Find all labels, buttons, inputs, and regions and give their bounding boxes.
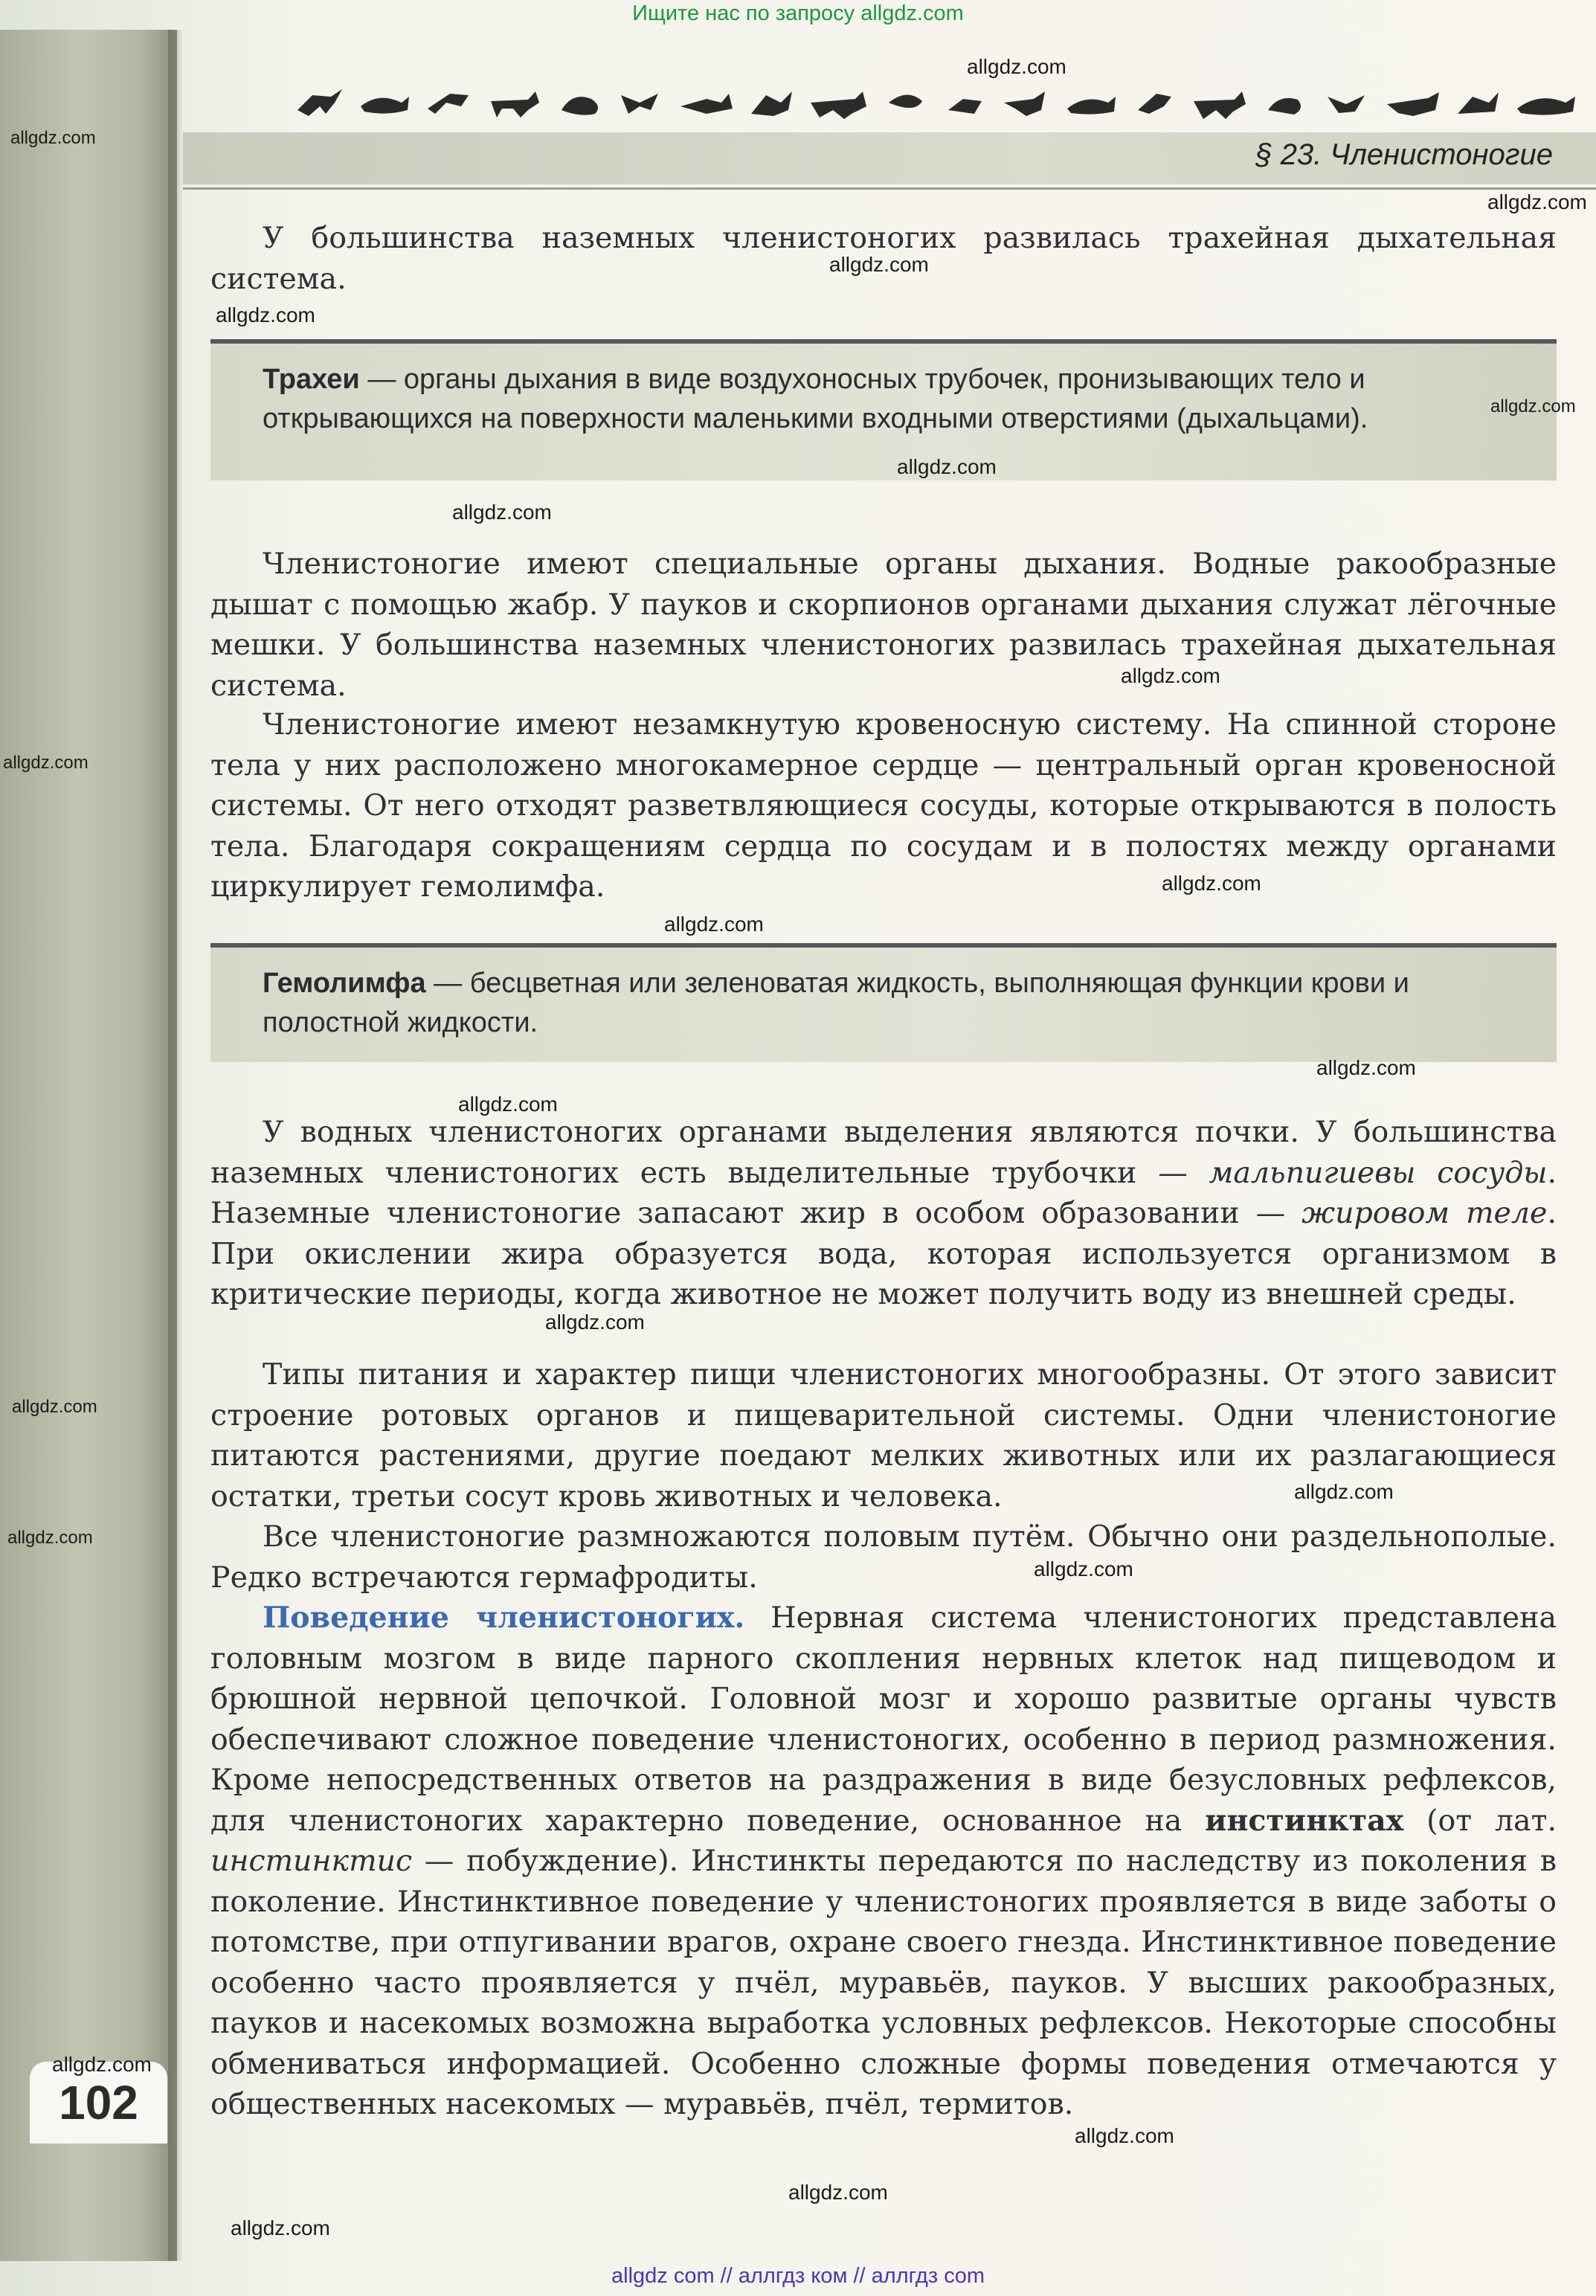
term-malpighian-tubules: мальпигиевы сосуды bbox=[1209, 1155, 1548, 1190]
animal-icon bbox=[491, 91, 539, 118]
watermark: allgdz.com bbox=[452, 501, 552, 524]
paragraph-reproduction: Все членистоногие размножаются половым путём. Обычно они раздельнополые. Редко встречаются гермафродиты. bbox=[210, 1520, 1557, 1595]
animal-icon bbox=[361, 97, 409, 114]
definition-text: — органы дыхания в виде воздухоносных трубочек, пронизывающих тело и открывающихся на поверхности маленькими входными отверстиями (дыхальцами). bbox=[263, 364, 1368, 434]
watermark: allgdz.com bbox=[52, 2053, 152, 2076]
chapter-title: § 23. Членистоногие bbox=[1255, 138, 1553, 171]
animal-icon bbox=[1268, 98, 1301, 115]
animal-icon bbox=[1067, 97, 1116, 115]
animal-icon bbox=[889, 94, 922, 108]
watermark: allgdz.com bbox=[545, 1311, 645, 1334]
watermark: allgdz.com bbox=[788, 2181, 888, 2204]
paragraph-excretion: У водных членистоногих органами выделения являются почки. У большинства наземных членистоногих есть выделительные трубочки — мальпигиевы сосуды. Наземные членистоногие запасают жир в особом образовании — жировом теле. При окислении жира образуется вода, которая используется организмом в критические периоды, когда животное не может получить воду из внешней среды. bbox=[210, 1115, 1557, 1311]
animal-icon bbox=[297, 89, 342, 116]
animal-icon bbox=[562, 97, 598, 115]
watermark: allgdz.com bbox=[10, 128, 96, 148]
definition-term: Гемолимфа bbox=[263, 968, 426, 999]
page-margin-band bbox=[0, 30, 177, 2261]
paragraph-respiration: Членистоногие имеют специальные органы дыхания. Водные ракообразные дышат с помощью жабр. У пауков и скорпионов органами дыхания служат лёгочные мешки. У большинства наземных членистоногих развилась трахейная дыхательная система. bbox=[210, 547, 1557, 703]
paragraph-trachea-intro: У большинства наземных членистоногих развилась трахейная дыхательная система. bbox=[210, 221, 1557, 296]
watermark: allgdz.com bbox=[12, 1397, 97, 1417]
watermark: allgdz.com bbox=[1294, 1480, 1394, 1503]
watermark: allgdz.com bbox=[1316, 1056, 1416, 1079]
watermark: allgdz.com bbox=[1121, 664, 1220, 687]
animal-icon bbox=[1138, 94, 1171, 114]
term-instinctis: инстинктис bbox=[210, 1844, 413, 1878]
animal-icon bbox=[680, 94, 733, 114]
watermark: allgdz.com bbox=[897, 455, 997, 478]
animal-icon bbox=[1004, 91, 1045, 116]
animal-icon bbox=[751, 91, 792, 116]
animal-icon bbox=[811, 91, 866, 119]
watermark: allgdz.com bbox=[1075, 2124, 1174, 2147]
watermark: allgdz.com bbox=[231, 2216, 330, 2239]
watermark: allgdz.com bbox=[1034, 1557, 1133, 1580]
term-fat-body: жировом теле bbox=[1301, 1196, 1548, 1230]
definition-box-hemolymph bbox=[210, 943, 1557, 1062]
animal-silhouettes-decoration bbox=[290, 80, 1584, 125]
watermark: allgdz.com bbox=[1490, 396, 1576, 417]
animal-icon bbox=[948, 99, 982, 114]
watermark: allgdz.com bbox=[829, 253, 929, 276]
paragraph-behavior: Поведение членистоногих. Нервная система членистоногих представлена головным мозгом в виде парного скопления нервных клеток над пищеводом и брюшной нервной цепочкой. Головной мозг и хорошо развитые органы чувств обеспечивают сложное поведение членистоногих, особенно в период размножения. Кроме непосредственных ответов на раздражения в виде безусловных рефлексов, для членистоногих характерно поведение, основанное на инстинктах (от лат. инстинктис — побуждение). Инстинкты передаются по наследству из поколения в поколение. Инстинктивное поведение у членистоногих проявляется в виде заботы о потомстве, при отпугивании врагов, охране своего гнезда. Инстинктивное поведение особенно часто проявляется у пчёл, муравьёв, пауков. У высших ракообразных, пауков и насекомых возможна выработка условных рефлексов. Некоторые способны обмениваться информацией. Особенно сложные формы поведения отмечаются у общественных насекомых — муравьёв, пчёл, термитов. bbox=[210, 1601, 1557, 2121]
definition-box-tracheae bbox=[210, 339, 1557, 480]
term-instincts: инстинктах bbox=[1205, 1803, 1404, 1838]
animal-icon bbox=[1387, 92, 1439, 116]
paragraph-circulation: Членистоногие имеют незамкнутую кровеносную систему. На спинной стороне тела у них расположено многокамерное сердце — центральный орган кровеносной системы. От него отходят разветвляющиеся сосуды, которые открываются в полость тела. Благодаря сокращениям сердца по сосудам и в полостях между органами циркулирует гемолимфа. bbox=[210, 707, 1557, 904]
watermark: allgdz.com bbox=[664, 913, 764, 936]
top-site-link[interactable]: Ищите нас по запросу allgdz.com bbox=[632, 1, 964, 25]
watermark: allgdz.com bbox=[1162, 872, 1261, 895]
watermark: allgdz.com bbox=[216, 303, 315, 327]
animal-icon bbox=[1328, 95, 1365, 113]
watermark: allgdz.com bbox=[7, 1528, 93, 1548]
animal-icon bbox=[1517, 97, 1575, 115]
watermark: allgdz.com bbox=[458, 1093, 558, 1116]
definition-text: — бесцветная или зеленоватая жидкость, выполняющая функции крови и полостной жидкости. bbox=[263, 968, 1409, 1038]
page-number: 102 bbox=[59, 2076, 138, 2129]
paragraph-nutrition: Типы питания и характер пищи членистоногих многообразны. От этого зависит строение ротовых органов и пищеварительной системы. Одни членистоногие питаются растениями, другие поедают мелких животных или их разлагающиеся остатки, третьи сосут кровь животных и человека. bbox=[210, 1357, 1557, 1514]
animal-icon bbox=[621, 94, 658, 114]
bottom-site-links[interactable]: allgdz com // аллгдз ком // аллгдз com bbox=[611, 2264, 985, 2288]
animal-icon bbox=[1458, 92, 1499, 114]
watermark: allgdz.com bbox=[3, 753, 89, 773]
section-title-behavior: Поведение членистоногих. bbox=[263, 1601, 745, 1635]
header-divider bbox=[183, 187, 1596, 190]
definition-term: Трахеи bbox=[263, 364, 360, 395]
animal-icon bbox=[428, 94, 469, 114]
watermark: allgdz.com bbox=[967, 55, 1066, 78]
watermark: allgdz.com bbox=[1487, 190, 1587, 213]
page-gutter-shadow bbox=[168, 30, 183, 2261]
animal-icon bbox=[1194, 91, 1246, 119]
